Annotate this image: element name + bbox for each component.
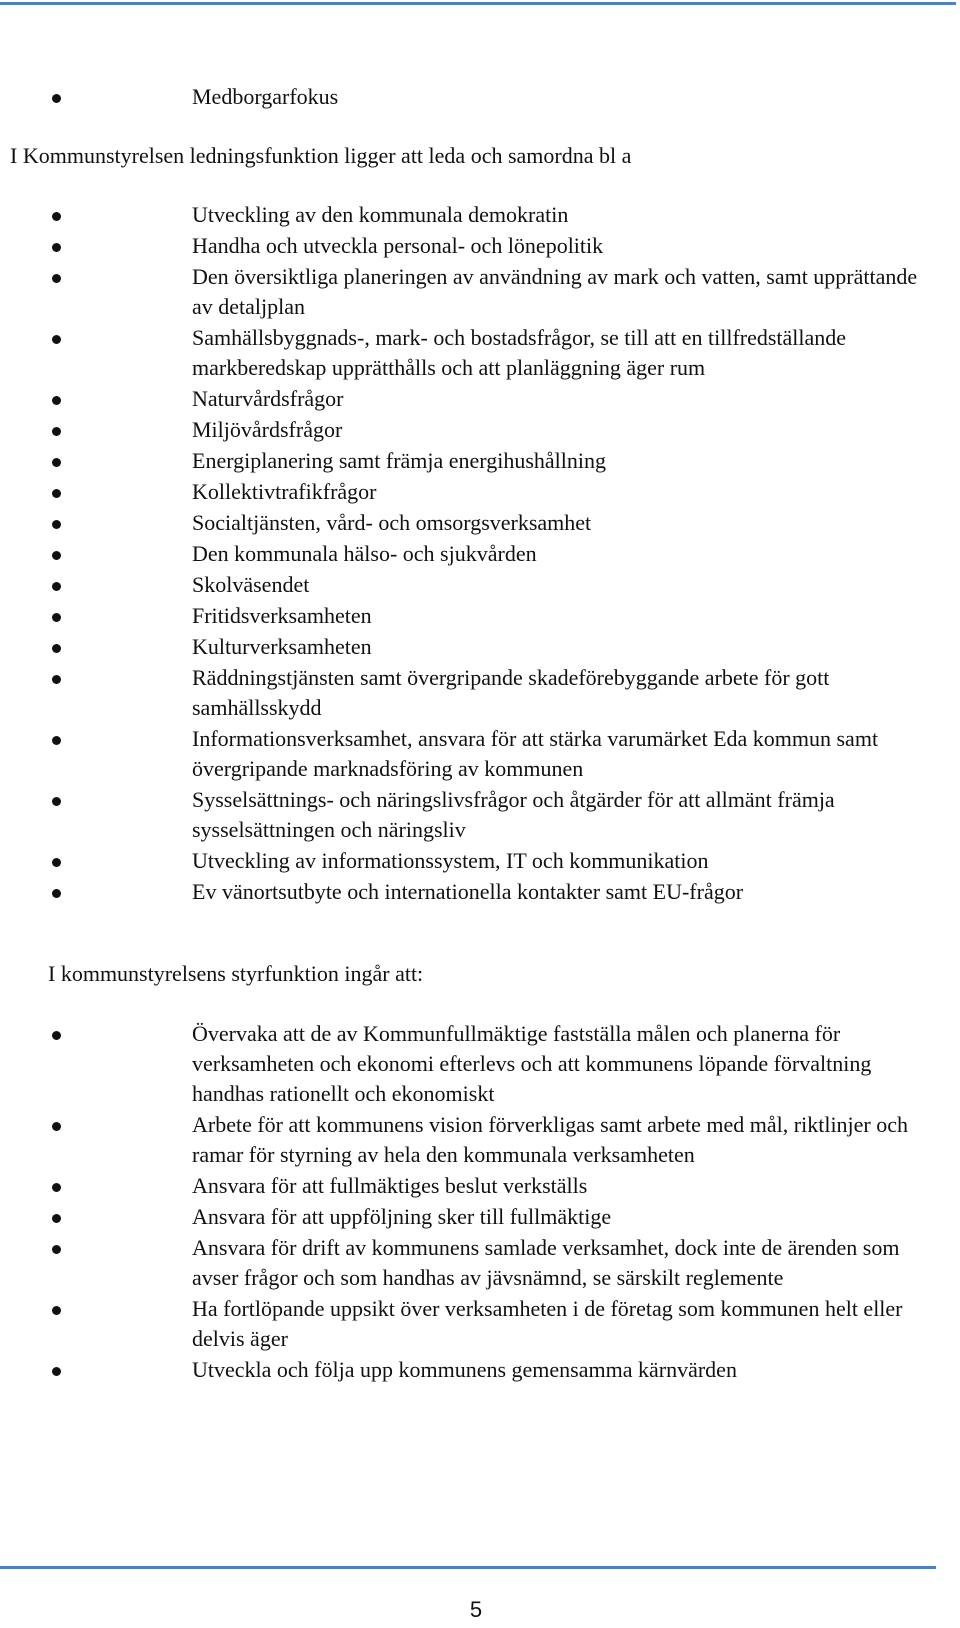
bullet-icon: [52, 458, 61, 467]
list-item-text: Kollektivtrafikfrågor: [192, 479, 377, 504]
list-item-text: Ansvara för att uppföljning sker till fullmäktige: [192, 1204, 612, 1229]
bullet-icon: [52, 1367, 61, 1376]
list-item-text: Ha fortlöpande uppsikt över verksamheten i de företag som kommunen helt eller delvis äger: [192, 1296, 903, 1351]
bullet-icon: [52, 427, 61, 436]
list-item-text: Räddningstjänsten samt övergripande skadeförebyggande arbete för gott samhällsskydd: [192, 665, 830, 720]
list-item: [0, 601, 960, 631]
list-item-text: Den översiktliga planeringen av användning av mark och vatten, samt upprättande av detaljplan: [192, 264, 918, 319]
list-item: [0, 200, 960, 230]
list-item: [0, 539, 960, 569]
bullet-icon: [52, 1245, 61, 1254]
list-item-text: Skolväsendet: [192, 572, 310, 597]
list-item-text: Handha och utveckla personal- och lönepolitik: [192, 233, 604, 258]
list-item: [0, 785, 960, 845]
list-item: [0, 1019, 960, 1109]
list-item-text: Informationsverksamhet, ansvara för att stärka varumärket Eda kommun samt övergripande marknadsföring av kommunen: [192, 726, 879, 781]
bullet-icon: [52, 582, 61, 591]
bullet-icon: [52, 644, 61, 653]
bullet-icon: [52, 274, 61, 283]
bullet-icon: [52, 858, 61, 867]
list-item-text: Medborgarfokus: [192, 84, 339, 109]
list-item: [0, 1233, 960, 1293]
list-item-text: Fritidsverksamheten: [192, 603, 372, 628]
bullet-icon: [52, 243, 61, 252]
list-item: [0, 1355, 960, 1385]
list-item-text: Arbete för att kommunens vision förverkligas samt arbete med mål, riktlinjer och ramar för styrning av hela den kommunala verksamheten: [192, 1112, 909, 1167]
bullet-icon: [52, 520, 61, 529]
list-item: [0, 846, 960, 876]
list-item: [0, 323, 960, 383]
bottom-rule: [0, 1566, 936, 1569]
bullet-icon: [52, 1183, 61, 1192]
list-item: [0, 82, 960, 112]
intro-ledning: I Kommunstyrelsen ledningsfunktion ligger att leda och samordna bl a: [10, 143, 632, 168]
bullet-icon: [52, 613, 61, 622]
list-item: [0, 384, 960, 414]
list-item-text: Sysselsättnings- och näringslivsfrågor och åtgärder för att allmänt främja sysselsättningen och näringsliv: [192, 787, 835, 842]
bullet-icon: [52, 889, 61, 898]
list-item-text: Energiplanering samt främja energihushållning: [192, 448, 607, 473]
list-item: [0, 1294, 960, 1354]
bullet-icon: [52, 396, 61, 405]
bullet-list-ledning: [0, 200, 960, 908]
list-item: [0, 508, 960, 538]
bullet-icon: [52, 797, 61, 806]
list-item: [0, 1202, 960, 1232]
list-item: [0, 663, 960, 723]
list-item-text: Övervaka att de av Kommunfullmäktige fastställa målen och planerna för verksamheten och ekonomi efterlevs och att kommunens löpande förvaltning handhas rationellt och ekonomiskt: [192, 1021, 872, 1106]
list-item: [0, 570, 960, 600]
list-item: [0, 632, 960, 662]
list-item-text: Kulturverksamheten: [192, 634, 372, 659]
list-item-text: Utveckla och följa upp kommunens gemensamma kärnvärden: [192, 1357, 737, 1382]
page-number: 5: [469, 1597, 483, 1622]
bullet-icon: [52, 551, 61, 560]
bullet-icon: [52, 675, 61, 684]
list-item: [0, 231, 960, 261]
bullet-list-styr: [0, 1019, 960, 1386]
bullet-icon: [52, 212, 61, 221]
intro-styr: I kommunstyrelsens styrfunktion ingår att:: [48, 961, 424, 986]
list-item-text: Ansvara för att fullmäktiges beslut verkställs: [192, 1173, 588, 1198]
bullet-icon: [52, 1122, 61, 1131]
list-item: [0, 1110, 960, 1170]
list-item-text: Samhällsbyggnads-, mark- och bostadsfrågor, se till att en tillfredställande markberedskap upprätthålls och att planläggning äger rum: [192, 325, 847, 380]
bullet-icon: [52, 736, 61, 745]
list-item-text: Ansvara för drift av kommunens samlade verksamhet, dock inte de ärenden som avser frågor och som handhas av jävsnämnd, se särskilt reglemente: [192, 1235, 900, 1290]
list-item: [0, 415, 960, 445]
list-item-text: Den kommunala hälso- och sjukvården: [192, 541, 537, 566]
list-item: [0, 877, 960, 907]
list-item: [0, 262, 960, 322]
list-item-text: Naturvårdsfrågor: [192, 386, 344, 411]
top-rule: [0, 2, 956, 5]
list-item-text: Socialtjänsten, vård- och omsorgsverksamhet: [192, 510, 592, 535]
bullet-icon: [52, 1306, 61, 1315]
list-item-text: Utveckling av informationssystem, IT och kommunikation: [192, 848, 709, 873]
bullet-list-top: [0, 82, 960, 113]
list-item-text: Miljövårdsfrågor: [192, 417, 343, 442]
bullet-icon: [52, 335, 61, 344]
list-item-text: Ev vänortsutbyte och internationella kontakter samt EU-frågor: [192, 879, 744, 904]
list-item: [0, 724, 960, 784]
list-item: [0, 1171, 960, 1201]
bullet-icon: [52, 489, 61, 498]
bullet-icon: [52, 94, 61, 103]
list-item: [0, 477, 960, 507]
bullet-icon: [52, 1214, 61, 1223]
list-item-text: Utveckling av den kommunala demokratin: [192, 202, 569, 227]
list-item: [0, 446, 960, 476]
bullet-icon: [52, 1031, 61, 1040]
